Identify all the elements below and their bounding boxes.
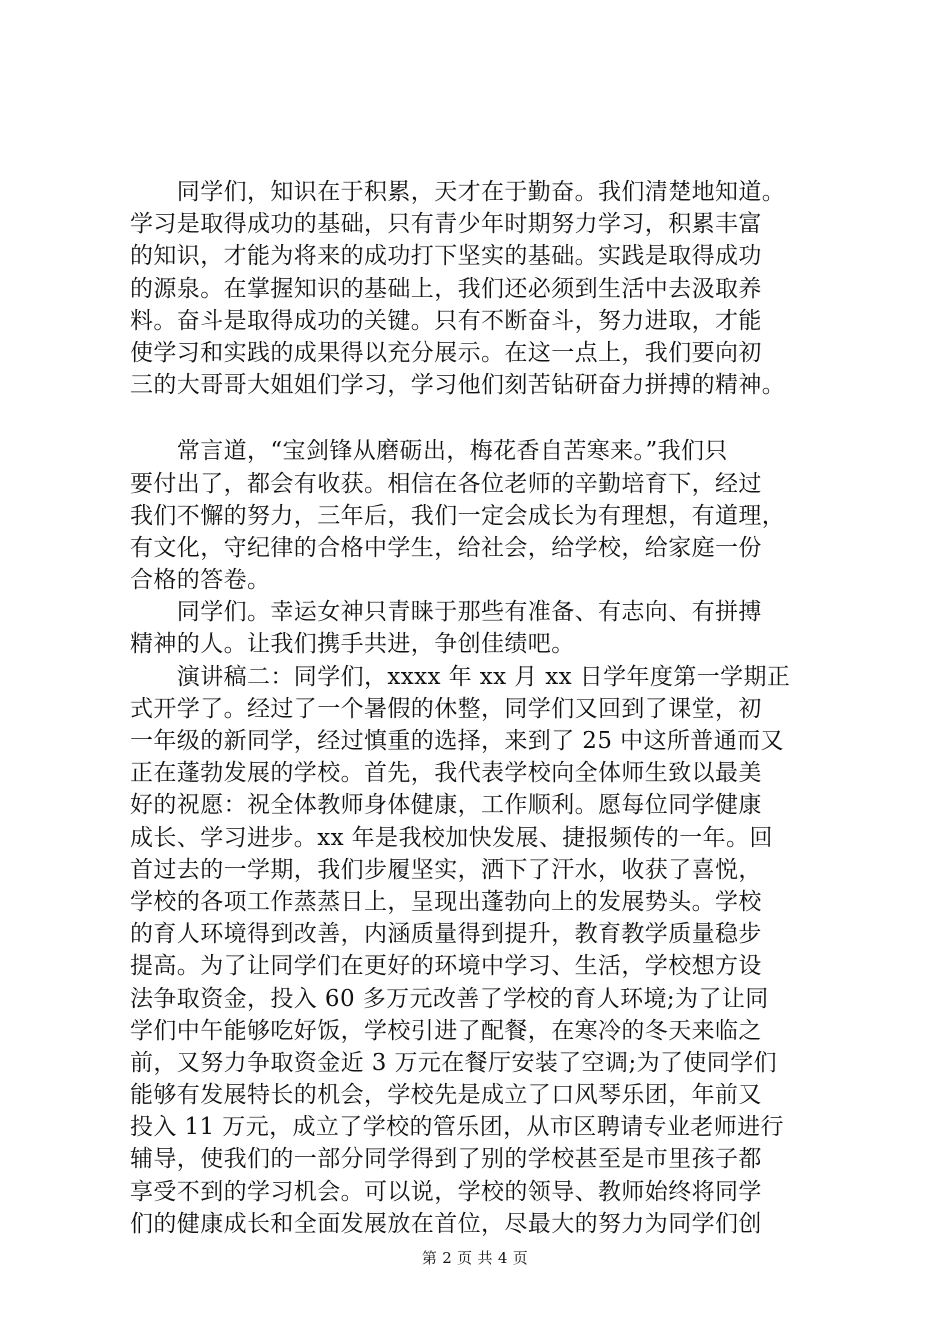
- paragraph-1: [130, 176, 830, 401]
- text-line: 享受不到的学习机会。可以说，学校的领导、教师始终将同学: [130, 1178, 762, 1205]
- text-line: 的知识，才能为将来的成功打下坚实的基础。实践是取得成功: [130, 243, 762, 270]
- text-line: 同学们。幸运女神只青睐于那些有准备、有志向、有拼搏: [130, 599, 762, 626]
- text-line: 首过去的一学期，我们步履坚实，洒下了汗水，收获了喜悦，: [130, 856, 762, 883]
- text-line: 正在蓬勃发展的学校。首先，我代表学校向全体师生致以最美: [130, 760, 762, 787]
- text-line: 合格的答卷。: [130, 567, 271, 594]
- page-number-footer: 第 2 页 共 4 页: [421, 1249, 529, 1267]
- text-line: 们的健康成长和全面发展放在首位，尽最大的努力为同学们创: [130, 1210, 762, 1237]
- text-line: 学校的各项工作蒸蒸日上，呈现出蓬勃向上的发展势头。学校: [130, 888, 762, 915]
- text-line: 学习是取得成功的基础，只有青少年时期努力学习，积累丰富: [130, 211, 762, 238]
- text-line: 同学们，知识在于积累，天才在于勤奋。我们清楚地知道。: [130, 179, 786, 205]
- text-line: 学们中午能够吃好饭，学校引进了配餐，在寒冷的冬天来临之: [130, 1017, 762, 1044]
- text-line: 要付出了，都会有收获。相信在各位老师的辛勤培育下，经过: [130, 470, 762, 497]
- text-line: 精神的人。让我们携手共进，争创佳绩吧。: [130, 631, 575, 658]
- text-line: 好的祝愿：祝全体教师身体健康，工作顺利。愿每位同学健康: [130, 792, 762, 819]
- text-line: 料。奋斗是取得成功的关键。只有不断奋斗，努力进取，才能: [130, 307, 762, 334]
- text-line: 成长、学习进步。xx 年是我校加快发展、捷报频传的一年。回: [130, 824, 773, 851]
- text-line: 辅导，使我们的一部分同学得到了别的学校甚至是市里孩子都: [130, 1146, 762, 1173]
- text-line: 的源泉。在掌握知识的基础上，我们还必须到生活中去汲取养: [130, 275, 762, 302]
- text-line: 我们不懈的努力，三年后，我们一定会成长为有理想，有道理，: [130, 502, 786, 529]
- text-line: 前，又努力争取资金近 3 万元在餐厅安装了空调;为了使同学们: [130, 1049, 778, 1076]
- text-line: 一年级的新同学，经过慎重的选择，来到了 25 中这所普通而又: [130, 728, 784, 754]
- paragraph-2: [130, 435, 830, 596]
- text-line: 投入 11 万元，成立了学校的管乐团，从市区聘请专业老师进行: [130, 1114, 784, 1141]
- text-line: 三的大哥哥大姐姐们学习，学习他们刻苦钻研奋力拼搏的精神。: [130, 372, 786, 399]
- text-line: 法争取资金，投入 60 多万元改善了学校的育人环境;为了让同: [130, 985, 769, 1012]
- paragraph-gap: [130, 401, 830, 435]
- text-line: 式开学了。经过了一个暑假的休整，同学们又回到了课堂，初: [130, 695, 762, 722]
- paragraph-4: [130, 661, 830, 1240]
- text-line: 使学习和实践的成果得以充分展示。在这一点上，我们要向初: [130, 339, 762, 366]
- text-line: 常言道，“宝剑锋从磨砺出，梅花香自苦寒来。”我们只: [130, 438, 728, 465]
- text-line: 的育人环境得到改善，内涵质量得到提升，教育教学质量稳步: [130, 921, 762, 948]
- paragraph-3: [130, 596, 830, 660]
- text-line: 有文化，守纪律的合格中学生，给社会，给学校，给家庭一份: [130, 534, 762, 561]
- text-line: 能够有发展特长的机会，学校先是成立了口风琴乐团，年前又: [130, 1082, 762, 1109]
- document-body: [130, 176, 830, 1240]
- text-line: 提高。为了让同学们在更好的环境中学习、生活，学校想方设: [130, 953, 762, 980]
- text-line: 演讲稿二：同学们，xxxx 年 xx 月 xx 日学年度第一学期正: [130, 663, 791, 690]
